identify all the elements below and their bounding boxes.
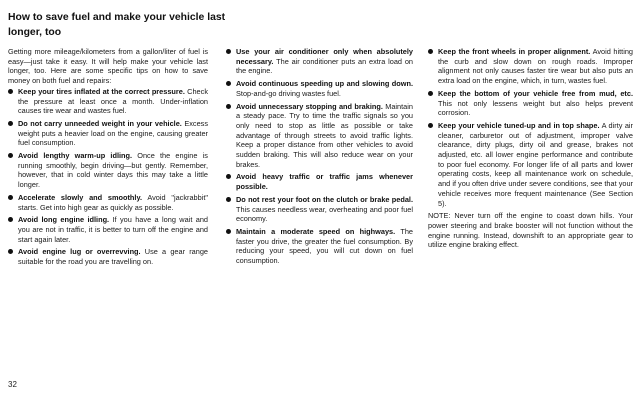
- tip-text: Once the engine is running smoothly, begin driving—but gently. Remember, however, that in cold winter days this may take a little longer.: [18, 151, 208, 190]
- tip-heading: Avoid long engine idling.: [18, 215, 110, 225]
- bullet-icon: [8, 217, 13, 222]
- tip-heading: Maintain a moderate speed on highways.: [236, 226, 396, 236]
- bullet-icon: [8, 153, 13, 158]
- tips-list-left: [8, 87, 208, 267]
- page-number: 32: [8, 380, 17, 389]
- tip-item: [8, 151, 208, 190]
- bullet-icon: [226, 81, 231, 86]
- bullet-icon: [428, 123, 433, 128]
- bullet-icon: [226, 229, 231, 234]
- tip-heading: Avoid lengthy warm-up idling.: [18, 151, 133, 161]
- tip-heading: Keep your vehicle tuned-up and in top shape.: [438, 120, 600, 130]
- tip-item: [8, 247, 208, 266]
- bullet-icon: [226, 49, 231, 54]
- tip-heading: Avoid engine lug or overrevving.: [18, 247, 141, 257]
- tip-item: [226, 102, 413, 170]
- tip-text: This not only lessens weight but also helps prevent corrosion.: [438, 98, 633, 118]
- bullet-icon: [8, 195, 13, 200]
- tip-item: [226, 172, 413, 191]
- tip-text: Avoid hitting the curb and slow down on rough roads. Improper alignment not only causes faster tire wear but also puts an extra load on the engine, which, in turn, wastes fuel.: [438, 47, 634, 86]
- tip-text: The faster you drive, the greater the fuel consumption. By reducing your speed, you will cut down on fuel consumption.: [236, 226, 413, 266]
- tip-text: Check the pressure at least once a month. Under-inflation causes tire wear and wastes fuel.: [18, 86, 208, 116]
- tip-item: [428, 121, 633, 208]
- bullet-icon: [8, 249, 13, 254]
- tip-item: [8, 215, 208, 244]
- intro-paragraph: Getting more mileage/kilometers from a gallon/liter of fuel is easy—just take it easy. It will help make your vehicle last longer, too. Here are some specific tips on how to save money on both fuel and repairs:: [8, 47, 208, 86]
- tips-list-middle: [226, 47, 413, 266]
- bullet-icon: [226, 197, 231, 202]
- tip-item: [226, 227, 413, 266]
- bullet-icon: [226, 174, 231, 179]
- tip-text: Stop-and-go driving wastes fuel.: [236, 88, 341, 98]
- tip-item: [8, 193, 208, 212]
- tip-item: [428, 89, 633, 118]
- tip-heading: Use your air conditioner only when absolutely necessary.: [236, 47, 413, 66]
- bullet-icon: [428, 91, 433, 96]
- bullet-icon: [226, 104, 231, 109]
- page-title: How to save fuel and make your vehicle last longer, too: [8, 12, 226, 38]
- tip-heading: Avoid continuous speeding up and slowing down.: [236, 79, 413, 89]
- tip-item: [226, 195, 413, 224]
- tip-heading: Keep the front wheels in proper alignment.: [438, 47, 591, 56]
- tip-text: If you have a long wait and you are not in traffic, it is better to turn off the engine and start again later.: [18, 215, 209, 244]
- bullet-icon: [8, 89, 13, 94]
- tip-item: [226, 47, 413, 76]
- tip-text: Maintain a steady pace. Try to time the traffic signals so you only need to stop as little as possible or take advantage of through streets to avoid traffic lights. Keep a proper distance from other vehicles to avoid sudden braking. This will also reduce wear on your brakes.: [236, 101, 413, 169]
- tip-heading: Keep the bottom of your vehicle free from mud, etc.: [438, 88, 633, 98]
- tip-item: [8, 87, 208, 116]
- tip-heading: Do not carry unneeded weight in your vehicle.: [18, 118, 182, 128]
- tip-text: Avoid "jackrabbit" starts. Get into high gear as quickly as possible.: [18, 192, 208, 212]
- tip-text: A dirty air cleaner, carburetor out of adjustment, improper valve clearance, dirty plugs, dirty oil and grease, brakes not adjusted, etc. all lower engine performance and contribute to poor fuel economy. For longer life of all parts and lower operating costs, keep all maintenance work on schedule, and if you often drive under severe conditions, see that your vehicle receives more frequent maintenance (See Section 5).: [438, 120, 634, 208]
- tip-heading: Keep your tires inflated at the correct pressure.: [18, 86, 185, 96]
- tip-text: This causes needless wear, overheating and poor fuel economy.: [236, 204, 413, 224]
- tip-heading: Accelerate slowly and smoothly.: [18, 192, 143, 202]
- column-right: [428, 47, 633, 257]
- tip-text: Excess weight puts a heavier load on the engine, causing greater fuel consumption.: [18, 118, 208, 148]
- tip-item: [226, 79, 413, 98]
- bullet-icon: [428, 49, 433, 54]
- bullet-icon: [8, 121, 13, 126]
- tip-heading: Avoid heavy traffic or traffic jams whenever possible.: [236, 172, 413, 192]
- tips-list-right: [428, 47, 633, 208]
- tip-heading: Do not rest your foot on the clutch or brake pedal.: [236, 194, 413, 204]
- tip-heading: Avoid unnecessary stopping and braking.: [236, 101, 383, 111]
- tip-text: The air conditioner puts an extra load on the engine.: [236, 56, 413, 76]
- note-paragraph: NOTE: Never turn off the engine to coast down hills. Your power steering and brake booster will not function without the engine running. Instead, downshift to an appropriate gear to utilize engine braking effect.: [428, 211, 633, 250]
- tip-item: [8, 119, 208, 148]
- column-left: [8, 47, 208, 270]
- column-middle: [226, 47, 413, 269]
- tip-item: [428, 47, 633, 86]
- tip-text: Use a gear range suitable for the road you are travelling on.: [18, 247, 208, 267]
